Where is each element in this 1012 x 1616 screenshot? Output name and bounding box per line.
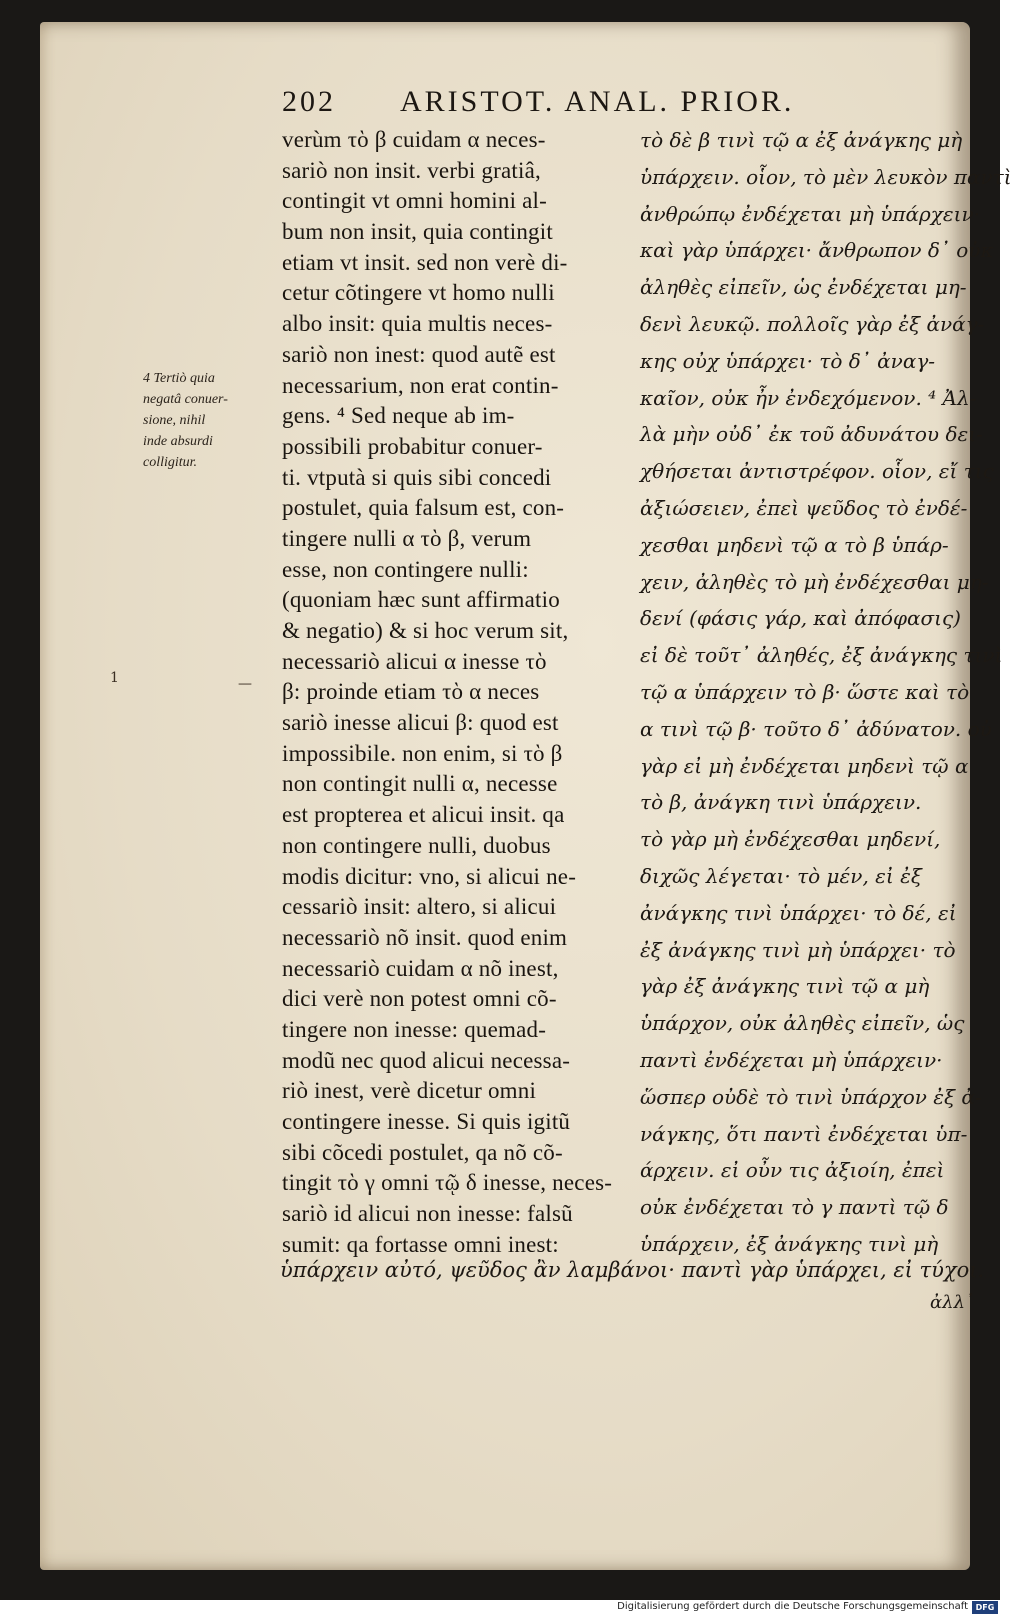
marginal-note-line: colligitur. xyxy=(143,455,198,470)
latin-line: cetur cõtingere vt homo nulli xyxy=(282,280,555,306)
greek-line: άρχειν. εἰ οὖν τις ἀξιοίη, ἐπεὶ xyxy=(640,1158,945,1183)
latin-line: dici verè non potest omni cõ- xyxy=(282,986,557,1012)
greek-line: νάγκης, ὅτι παντὶ ἐνδέχεται ὑπ- xyxy=(640,1121,968,1146)
latin-line: impossibile. non enim, si τὸ β xyxy=(282,740,563,766)
marginal-note-line: inde absurdi xyxy=(143,434,213,449)
greek-line: τὸ γὰρ μὴ ἐνδέχεσθαι μηδενί, xyxy=(640,827,941,852)
latin-line: ti. vtputà si quis sibi concedi xyxy=(282,464,552,490)
greek-column xyxy=(640,122,1012,1263)
greek-line: οὐκ ἐνδέχεται τὸ γ παντὶ τῷ δ xyxy=(640,1195,949,1220)
latin-line: modis dicitur: vno, si alicui ne- xyxy=(282,863,577,889)
latin-line: riò inest, verè dicetur omni xyxy=(282,1078,537,1104)
latin-line: sariò inesse alicui β: quod est xyxy=(282,710,559,736)
latin-line: postulet, quia falsum est, con- xyxy=(282,495,565,521)
latin-line: est propterea et alicui insit. qa xyxy=(282,802,565,828)
latin-line: esse, non contingere nulli: xyxy=(282,556,529,582)
latin-line: gens. ⁴ Sed neque ab im- xyxy=(282,403,515,429)
latin-line: necessariò nõ insit. quod enim xyxy=(282,924,568,950)
greek-line: ὑπάρχειν, ἐξ ἀνάγκης τινὶ μὴ xyxy=(640,1231,939,1256)
greek-line: κης οὐχ ὑπάρχει· τὸ δ᾽ ἀναγ- xyxy=(640,348,936,373)
greek-bottom-line: ὑπάρχειν αὐτό, ψεῦδος ἂν λαμβάνοι· παντὶ γὰρ ὑπάρχει, εἰ τύχοι. xyxy=(280,1258,985,1282)
margin-mark: — xyxy=(238,676,252,692)
running-title: ARISTOT. ANAL. PRIOR. xyxy=(400,85,795,118)
marginal-note-line: sione, nihil xyxy=(143,413,206,428)
latin-line: bum non insit, quia contingit xyxy=(282,219,553,245)
greek-line: ἐξ ἀνάγκης τινὶ μὴ ὑπάρχει· τὸ xyxy=(640,937,956,962)
latin-line: possibili probabitur conuer- xyxy=(282,433,543,459)
latin-line: sariò id alicui non inesse: falsũ xyxy=(282,1201,573,1227)
greek-line: α τινὶ τῷ β· τοῦτο δ᾽ ἀδύνατον. οὐ xyxy=(640,716,992,741)
footer-credit: Digitalisierung gefördert durch die Deutsche Forschungsgemeinschaft xyxy=(617,1601,968,1612)
latin-line: sumit: qa fortasse omni inest: xyxy=(282,1231,559,1257)
latin-line: sariò non insit. verbi gratiâ, xyxy=(282,157,541,183)
greek-line: γὰρ ἐξ ἀνάγκης τινὶ τῷ α μὴ xyxy=(640,974,930,999)
page-number: 202 xyxy=(282,85,336,118)
greek-line: χθήσεται ἀντιστρέφον. οἷον, εἴ τις xyxy=(640,459,994,484)
margin-mark: 1 xyxy=(110,670,119,686)
marginal-note-line: 4 Tertiò quia xyxy=(143,371,215,386)
latin-line: necessarium, non erat contin- xyxy=(282,372,559,398)
greek-line: ὑπάρχον, οὐκ ἀληθὲς εἰπεῖν, ὡς xyxy=(640,1011,965,1036)
latin-line: tingere nulli α τὸ β, verum xyxy=(282,525,532,551)
greek-line: καῖον, οὐκ ἦν ἐνδεχόμενον. ⁴ Ἀλ- xyxy=(640,385,977,410)
greek-line: λὰ μὴν οὐδ᾽ ἐκ τοῦ ἀδυνάτου δει- xyxy=(640,422,983,447)
greek-line: ἀνάγκης τινὶ ὑπάρχει· τὸ δέ, εἰ xyxy=(640,900,957,925)
greek-line: εἰ δὲ τοῦτ᾽ ἀληθές, ἐξ ἀνάγκης τινὶ xyxy=(640,643,1003,668)
marginal-note xyxy=(143,368,273,473)
greek-line: τὸ δὲ β τινὶ τῷ α ἐξ ἀνάγκης μὴ xyxy=(640,128,963,152)
latin-line: necessariò alicui α inesse τὸ xyxy=(282,648,547,674)
latin-line: etiam vt insit. sed non verè di- xyxy=(282,249,568,275)
latin-line: tingit τὸ γ omni τῷ δ inesse, neces- xyxy=(282,1170,613,1196)
greek-line: διχῶς λέγεται· τὸ μέν, εἰ ἐξ xyxy=(640,863,922,888)
greek-line: ἀνθρώπῳ ἐνδέχεται μὴ ὑπάρχειν· xyxy=(640,201,980,226)
greek-line: γὰρ εἰ μὴ ἐνδέχεται μηδενὶ τῷ α xyxy=(640,753,969,778)
greek-line: ὥσπερ οὐδὲ τὸ τινὶ ὑπάρχον ἐξ ἀ- xyxy=(640,1084,982,1109)
latin-line: albo insit: quia multis neces- xyxy=(282,311,553,337)
greek-line: χεσθαι μηδενὶ τῷ α τὸ β ὑπάρ- xyxy=(640,532,949,557)
latin-column xyxy=(282,125,622,1260)
greek-line: παντὶ ἐνδέχεται μὴ ὑπάρχειν· xyxy=(640,1047,943,1072)
latin-line: contingit vt omni homini al- xyxy=(282,188,547,214)
greek-line: ἀξιώσειεν, ἐπεὶ ψεῦδος τὸ ἐνδέ- xyxy=(640,495,968,520)
latin-line: necessariò cuidam α nõ inest, xyxy=(282,955,559,981)
latin-line: (quoniam hæc sunt affirmatio xyxy=(282,587,560,613)
latin-line: sariò non inest: quod autẽ est xyxy=(282,341,556,367)
latin-line: β: proinde etiam τὸ α neces xyxy=(282,679,540,705)
greek-line: καὶ γὰρ ὑπάρχει· ἄνθρωπον δ᾽ οὐκ xyxy=(640,238,994,263)
latin-line: tingere non inesse: quemad- xyxy=(282,1016,547,1042)
latin-line: & negatio) & si hoc verum sit, xyxy=(282,618,569,643)
running-header xyxy=(282,85,882,125)
latin-line: non contingere nulli, duobus xyxy=(282,832,551,858)
latin-line: cessariò insit: altero, si alicui xyxy=(282,894,557,920)
greek-line: χειν, ἀληθὲς τὸ μὴ ἐνδέχεσθαι μη- xyxy=(640,569,989,594)
latin-line: sibi cõcedi postulet, qa nõ cõ- xyxy=(282,1139,563,1165)
greek-line: ὑπάρχειν. οἷον, τὸ μὲν λευκὸν παντὶ xyxy=(640,164,1012,189)
greek-line: δενί (φάσις γάρ, καὶ ἀπόφασις) xyxy=(640,606,961,631)
greek-line: τῷ α ὑπάρχειν τὸ β· ὥστε καὶ τὸ xyxy=(640,679,970,704)
latin-line: non contingit nulli α, necesse xyxy=(282,771,558,797)
catchword: ἀλλ᾽ xyxy=(930,1292,974,1313)
latin-line: verùm τὸ β cuidam α neces- xyxy=(282,127,546,152)
greek-line: τὸ β, ἀνάγκη τινὶ ὑπάρχειν. xyxy=(640,790,922,815)
greek-line: ἀληθὲς εἰπεῖν, ὡς ἐνδέχεται μη- xyxy=(640,275,967,300)
marginal-note-line: negatâ conuer- xyxy=(143,392,228,407)
latin-line: contingere inesse. Si quis igitũ xyxy=(282,1109,571,1134)
dfg-logo-icon: DFG xyxy=(972,1601,998,1614)
latin-line: modũ nec quod alicui necessa- xyxy=(282,1047,571,1073)
greek-line: δενὶ λευκῷ. πολλοῖς γὰρ ἐξ ἀνάγ- xyxy=(640,311,985,336)
digitization-footer xyxy=(0,1600,1000,1616)
